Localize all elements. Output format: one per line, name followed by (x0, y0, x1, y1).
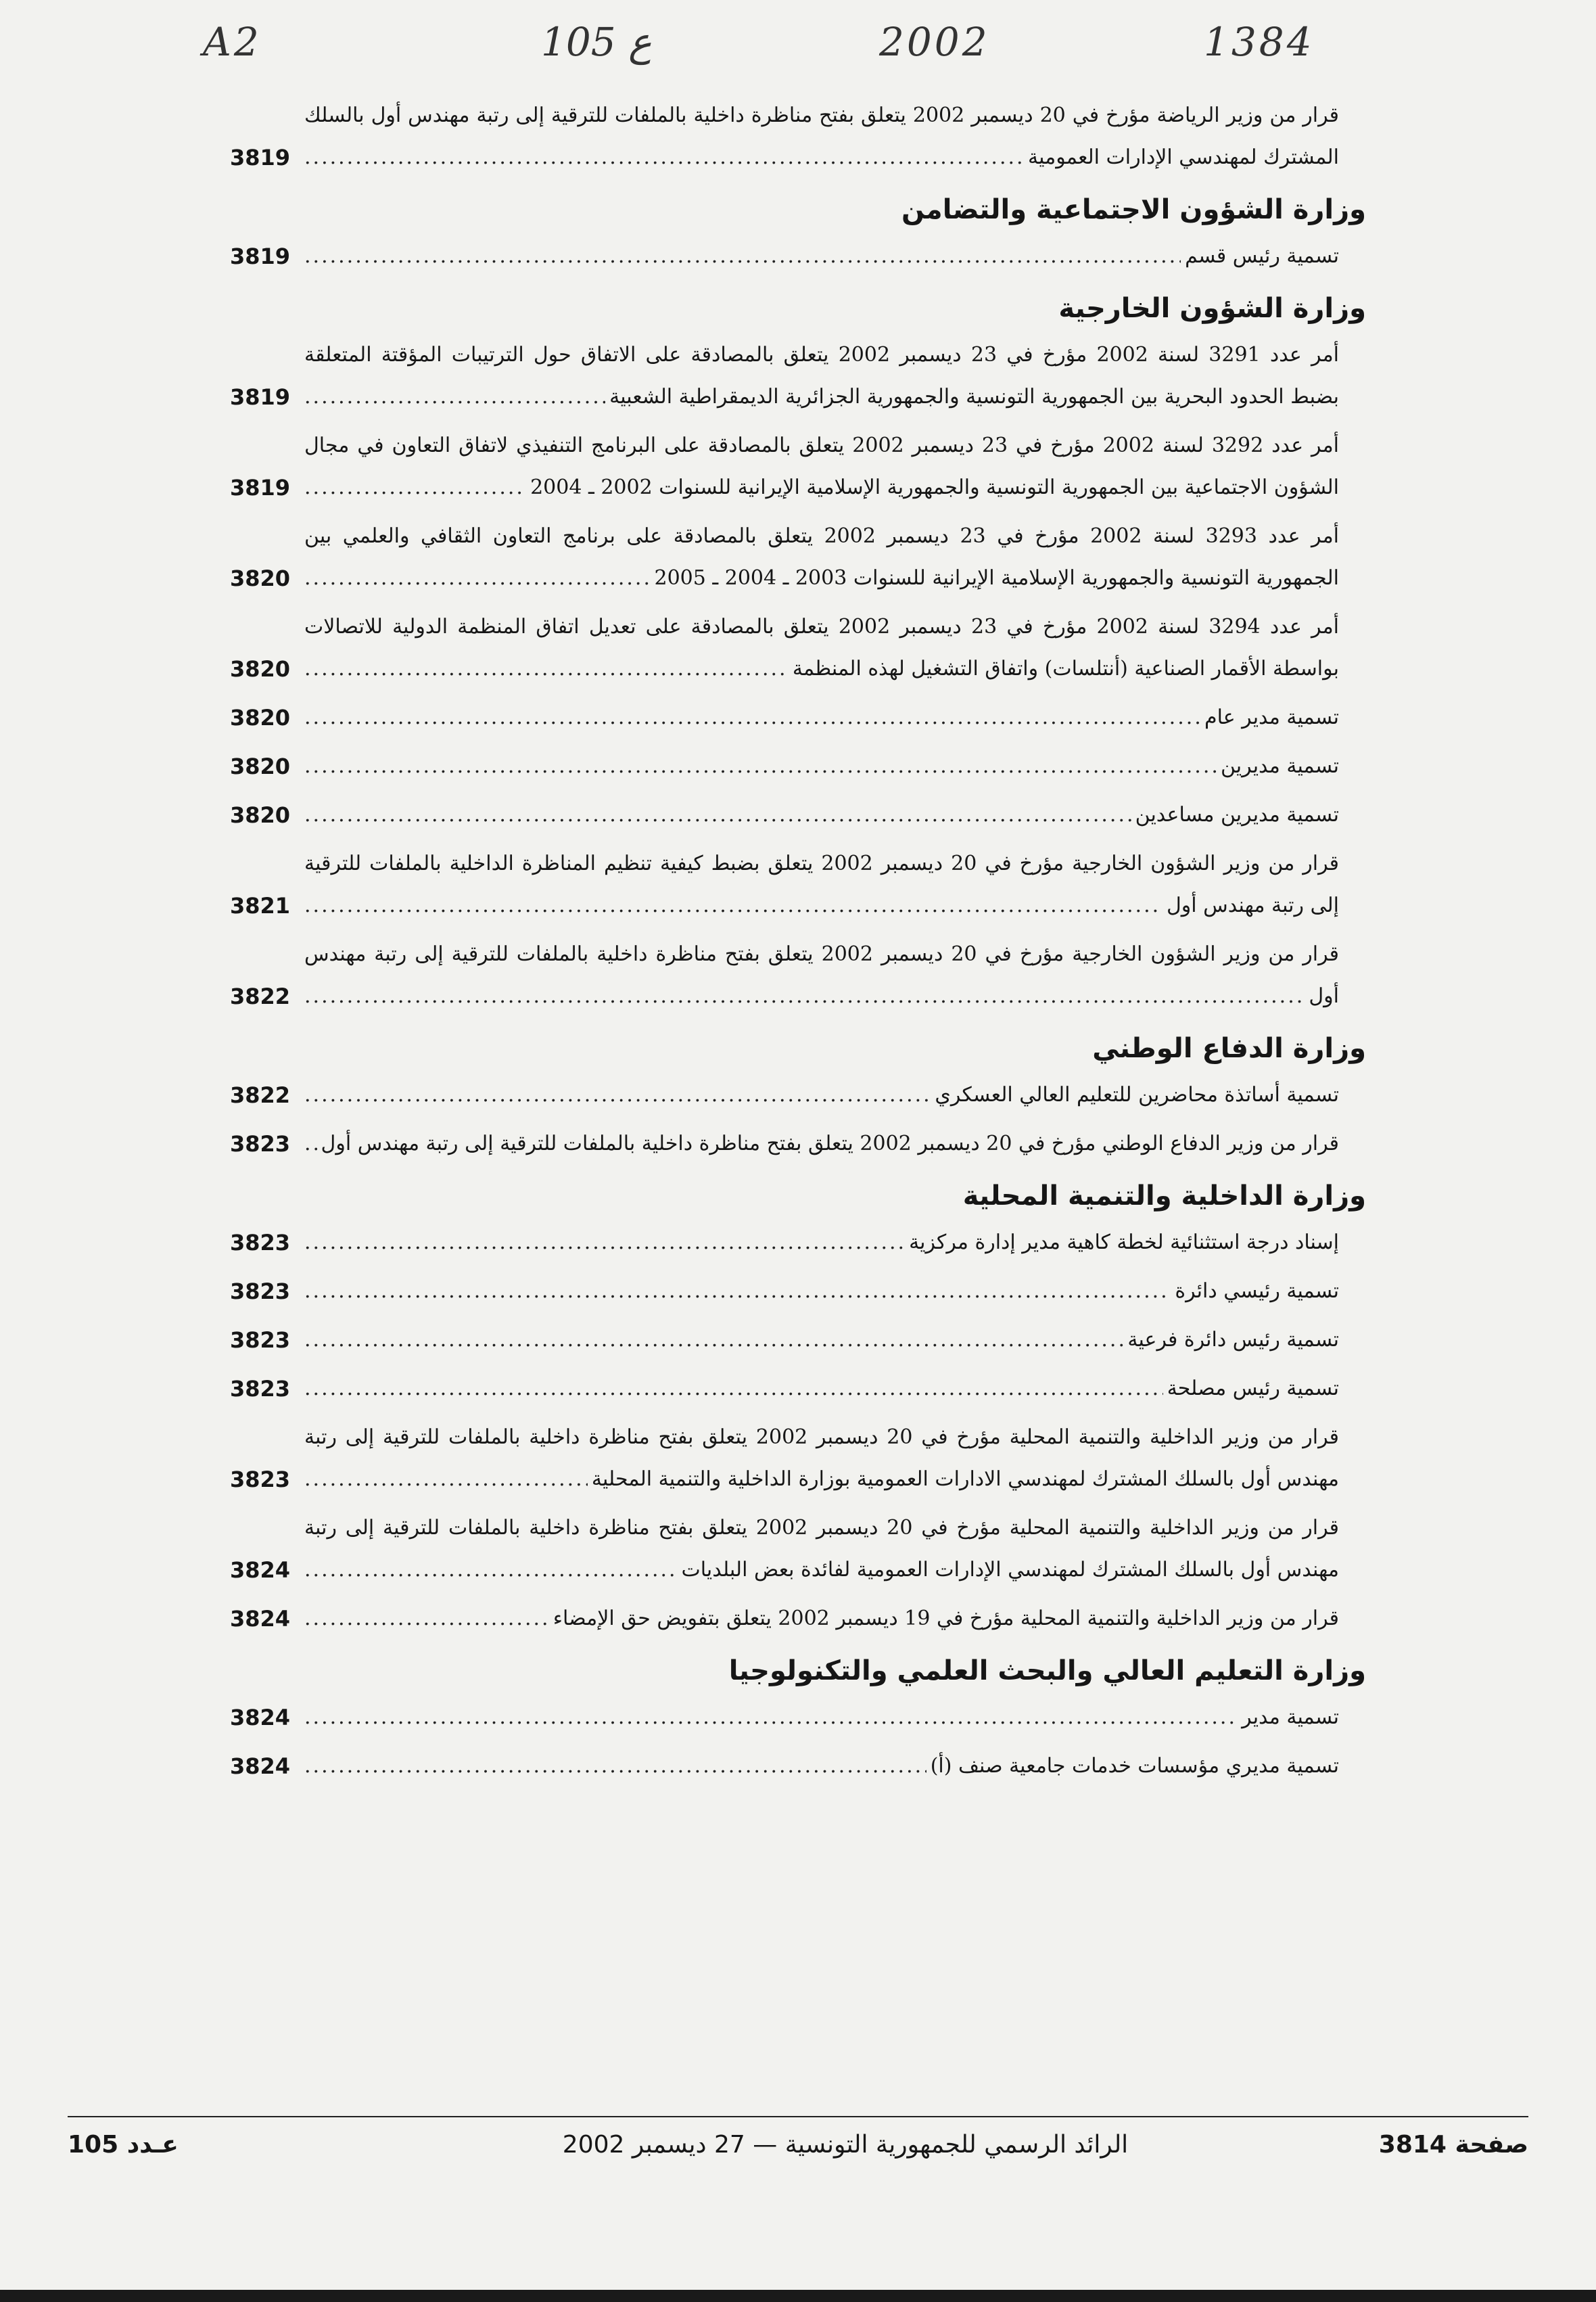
toc-entry-title: قرار من وزير الداخلية والتنمية المحلية مؤرخ في 19 ديسمبر 2002 يتعلق بتفويض حق الإمضاء (549, 1607, 1339, 1630)
toc-page-number: 3822 (230, 1082, 291, 1108)
toc-entry-title: تسمية رئيس مصلحة (1163, 1377, 1339, 1400)
toc-entry-title: قرار من وزير الدفاع الوطني مؤرخ في 20 ديسمبر 2002 يتعلق بفتح مناظرة داخلية بالملفات للترقية إلى رتبة مهندس أول (317, 1132, 1339, 1155)
toc-entry-title: تسمية رئيس قسم (1181, 244, 1339, 268)
toc-entry-title: أمر عدد 3292 لسنة 2002 مؤرخ في 23 ديسمبر 2002 يتعلق بالمصادقة على البرنامج التنفيذي لاتفاق التعاون في مجال الشؤون الاجتماعية بين الجمهورية التونسية والجمهورية الإسلامية الإيرانية للسنوات 2002 ـ 2004 (304, 434, 1339, 499)
handwritten-annotations (203, 12, 1319, 73)
toc-entry-text (304, 1074, 1339, 1116)
toc-entry[interactable] (230, 1697, 1366, 1739)
table-of-contents (230, 95, 1366, 1794)
scan-edge (0, 2290, 1596, 2302)
toc-entry-title: قرار من وزير الداخلية والتنمية المحلية مؤرخ في 20 ديسمبر 2002 يتعلق بفتح مناظرة داخلية بالملفات للترقية إلى رتبة مهندس أول بالسلك المشترك لمهندسي الادارات العمومية بوزارة الداخلية والتنمية المحلية (304, 1425, 1339, 1491)
toc-entry-title: قرار من وزير الداخلية والتنمية المحلية مؤرخ في 20 ديسمبر 2002 يتعلق بفتح مناظرة داخلية بالملفات للترقية إلى رتبة مهندس أول بالسلك المشترك لمهندسي الإدارات العمومية لفائدة بعض البلديات (304, 1516, 1339, 1582)
toc-entry-title: تسمية رئيس دائرة فرعية (1123, 1328, 1339, 1352)
toc-entry-text (304, 1270, 1339, 1312)
toc-entry-text (304, 1697, 1339, 1739)
handwritten-note: 1384 (1204, 19, 1315, 65)
toc-entry[interactable] (230, 1123, 1366, 1165)
toc-entry-text (304, 934, 1339, 1017)
toc-entry-text (304, 1598, 1339, 1640)
toc-page-number: 3824 (230, 1606, 291, 1632)
toc-page-number: 3822 (230, 984, 291, 1009)
toc-page-number: 3823 (230, 1467, 291, 1492)
toc-page-number: 3819 (230, 145, 291, 170)
toc-entry-title: تسمية رئيسي دائرة (1171, 1279, 1339, 1303)
toc-entry-title: أمر عدد 3293 لسنة 2002 مؤرخ في 23 ديسمبر 2002 يتعلق بالمصادقة على برنامج التعاون الثقافي والعلمي بين الجمهورية التونسية والجمهورية الإسلامية الإيرانية للسنوات 2003 ـ 2004 ـ 2005 (304, 524, 1339, 590)
toc-page-number: 3824 (230, 1557, 291, 1583)
toc-page-number: 3819 (230, 244, 291, 269)
toc-page-number: 3820 (230, 754, 291, 779)
toc-entry-text (304, 843, 1339, 927)
toc-entry[interactable] (230, 1319, 1366, 1361)
toc-entry[interactable] (230, 843, 1366, 927)
toc-page-number: 3819 (230, 475, 291, 501)
toc-entry[interactable] (230, 1507, 1366, 1591)
toc-entry[interactable] (230, 1417, 1366, 1500)
toc-entry[interactable] (230, 606, 1366, 690)
toc-entry[interactable] (230, 515, 1366, 599)
toc-entry-title: قرار من وزير الشؤون الخارجية مؤرخ في 20 ديسمبر 2002 يتعلق بضبط كيفية تنظيم المناظرة الداخلية بالملفات للترقية إلى رتبة مهندس أول (304, 852, 1339, 917)
ministry-heading: وزارة الشؤون الخارجية (1058, 293, 1366, 324)
toc-page-number: 3821 (230, 893, 291, 919)
toc-entry-text (304, 515, 1339, 599)
toc-entry-title: أمر عدد 3291 لسنة 2002 مؤرخ في 23 ديسمبر 2002 يتعلق بالمصادقة على الاتفاق حول الترتيبات المؤقتة المتعلقة بضبط الحدود البحرية بين الجمهورية التونسية والجمهورية الجزائرية الديمقراطية الشعبية (304, 343, 1339, 409)
toc-page-number: 3824 (230, 1753, 291, 1779)
toc-entry-title: تسمية مدير عام (1200, 706, 1339, 729)
toc-entry[interactable] (230, 697, 1366, 739)
toc-entry-text (304, 425, 1339, 509)
toc-entry-title: تسمية أساتذة محاضرين للتعليم العالي العسكري (931, 1083, 1339, 1107)
page-footer (68, 2124, 1528, 2171)
toc-entry[interactable] (230, 95, 1366, 179)
toc-entry[interactable] (230, 745, 1366, 787)
toc-entry-text (304, 95, 1339, 179)
toc-page-number: 3823 (230, 1131, 291, 1157)
toc-entry-text (304, 745, 1339, 787)
toc-page-number: 3823 (230, 1327, 291, 1353)
toc-entry-text (304, 1319, 1339, 1361)
footer-divider (68, 2116, 1528, 2117)
footer-issue-number: عـدد 105 (68, 2131, 179, 2159)
toc-entry[interactable] (230, 1074, 1366, 1116)
toc-page-number: 3823 (230, 1279, 291, 1304)
ministry-heading: وزارة التعليم العالي والبحث العلمي والتكنولوجيا (728, 1655, 1366, 1686)
toc-entry-text (304, 794, 1339, 836)
toc-entry[interactable] (230, 1270, 1366, 1312)
toc-entry-title: إسناد درجة استثنائية لخطة كاهية مدير إدارة مركزية (905, 1230, 1339, 1254)
toc-entry-text (304, 606, 1339, 690)
toc-entry[interactable] (230, 235, 1366, 277)
handwritten-note: 2002 (879, 19, 990, 65)
handwritten-note: A2 (203, 19, 262, 65)
toc-entry-text (304, 1222, 1339, 1264)
footer-page-number: صفحة 3814 (1378, 2131, 1528, 2159)
toc-entry[interactable] (230, 1745, 1366, 1787)
toc-entry-text (304, 334, 1339, 418)
toc-page-number: 3820 (230, 802, 291, 828)
toc-entry-title: قرار من وزير الرياضة مؤرخ في 20 ديسمبر 2002 يتعلق بفتح مناظرة داخلية بالملفات للترقية إلى رتبة مهندس أول بالسلك المشترك لمهندسي الإدارات العمومية (304, 103, 1339, 169)
toc-entry[interactable] (230, 1222, 1366, 1264)
toc-entry[interactable] (230, 425, 1366, 509)
toc-entry-title: تسمية مديري مؤسسات خدمات جامعية صنف (أ) (926, 1754, 1339, 1778)
toc-entry-title: قرار من وزير الشؤون الخارجية مؤرخ في 20 ديسمبر 2002 يتعلق بفتح مناظرة داخلية بالملفات للترقية إلى رتبة مهندس أول (304, 942, 1339, 1008)
toc-entry-title: تسمية مديرين (1217, 754, 1339, 778)
toc-entry-text (304, 1417, 1339, 1500)
ministry-heading: وزارة الشؤون الاجتماعية والتضامن (901, 194, 1366, 225)
handwritten-note: 105 ع (541, 19, 652, 65)
toc-entry-text (304, 1507, 1339, 1591)
toc-entry[interactable] (230, 934, 1366, 1017)
toc-entry[interactable] (230, 1598, 1366, 1640)
toc-entry-text (304, 1123, 1339, 1165)
toc-entry-title: تسمية مدير (1238, 1705, 1339, 1729)
toc-entry-text (304, 1368, 1339, 1410)
toc-page-number: 3823 (230, 1376, 291, 1402)
toc-entry[interactable] (230, 1368, 1366, 1410)
toc-page-number: 3823 (230, 1230, 291, 1256)
ministry-heading: وزارة الدفاع الوطني (1092, 1033, 1366, 1064)
toc-entry[interactable] (230, 334, 1366, 418)
toc-page-number: 3819 (230, 384, 291, 410)
toc-entry[interactable] (230, 794, 1366, 836)
toc-page-number: 3820 (230, 656, 291, 682)
toc-entry-text (304, 235, 1339, 277)
ministry-heading: وزارة الداخلية والتنمية المحلية (962, 1180, 1366, 1212)
toc-entry-title: أمر عدد 3294 لسنة 2002 مؤرخ في 23 ديسمبر 2002 يتعلق بالمصادقة على تعديل اتفاق المنظمة الدولية للاتصالات بواسطة الأقمار الصناعية (أنتلسات) واتفاق التشغيل لهذه المنظمة (304, 615, 1339, 681)
toc-page-number: 3820 (230, 566, 291, 591)
toc-page-number: 3824 (230, 1705, 291, 1730)
toc-entry-text (304, 697, 1339, 739)
toc-entry-text (304, 1745, 1339, 1787)
toc-entry-title: تسمية مديرين مساعدين (1131, 803, 1339, 827)
toc-page-number: 3820 (230, 705, 291, 731)
footer-journal-title: الرائد الرسمي للجمهورية التونسية — 27 ديسمبر 2002 (562, 2131, 1129, 2159)
